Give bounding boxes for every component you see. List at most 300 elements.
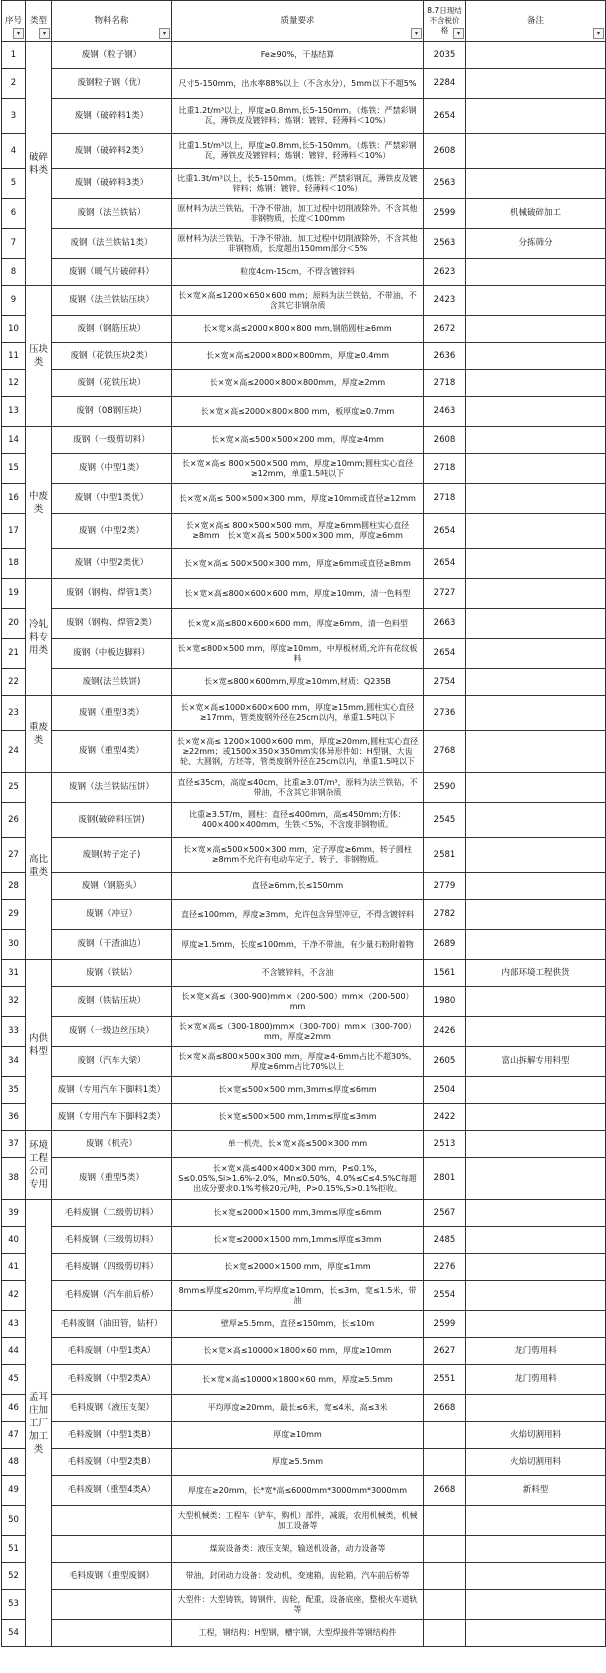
row-number: 15 [2,454,26,484]
quality-requirement: 不含镀锌料，不含油 [172,960,424,987]
row-number: 53 [2,1590,26,1620]
quality-requirement: 粒度4cm-15cm，不得含镀锌料 [172,259,424,286]
table-row [2,1338,606,1365]
quality-requirement: 原材料为法兰铁钻，干净不带油，加工过程中切削液除外。不含其他非钢物质，长度＜100mm [172,199,424,229]
note-cell: 龙门剪用料 [466,1338,606,1365]
row-number: 38 [2,1158,26,1200]
note-cell [466,259,606,286]
table-row [2,397,606,427]
quality-requirement: 直径≤100mm，厚度≥3mm，允许包含异型冲豆，不得含镀锌料 [172,900,424,930]
row-number: 19 [2,579,26,609]
price-cell: 2504 [424,1077,466,1104]
quality-requirement: 工程，钢结构：H型钢，槽字钢，大型焊接件等钢结构件 [172,1620,424,1647]
filter-dropdown-icon[interactable]: ▾ [453,28,464,39]
quality-requirement: 长×宽×高≤ 500×500×300 mm，厚度≥10mm或直径≥12mm [172,484,424,514]
material-name [52,1620,172,1647]
material-name: 废钢（破碎料3类） [52,169,172,199]
quality-requirement: 长×宽×高≤500×500×200 mm，厚度≥4mm [172,427,424,454]
filter-dropdown-icon[interactable]: ▾ [593,28,604,39]
row-number: 10 [2,316,26,343]
note-cell [466,1200,606,1227]
row-number: 42 [2,1281,26,1311]
table-row [2,69,606,99]
note-cell [466,514,606,549]
quality-requirement: 长×宽×高≤800×600×600 mm，厚度≥10mm，清一色料型 [172,579,424,609]
price-cell: 2718 [424,484,466,514]
header-price-label: 8.7日现结不含税价格 [427,6,462,35]
table-row [2,1449,606,1476]
note-cell [466,99,606,134]
note-cell [466,838,606,873]
price-table [1,0,606,1647]
category-cell: 压块类 [26,286,52,427]
filter-dropdown-icon[interactable]: ▾ [159,28,170,39]
price-cell [424,1422,466,1449]
table-row [2,1311,606,1338]
table-row [2,1158,606,1200]
quality-requirement: 长×宽×高≤1200×650×600 mm；原料为法兰铁钻，不带油，不含其它非钢杂质 [172,286,424,316]
category-cell: 冷轧料专用类 [26,579,52,696]
note-cell: 新料型 [466,1476,606,1506]
quality-requirement: 比重1.2t/m³以上，厚度≥0.8mm,长5-150mm。（炼铁：严禁彩钢瓦，薄铁皮及镀锌料；炼钢：镀锌、轻薄料＜10%） [172,99,424,134]
material-name: 废钢（法兰铁钻） [52,199,172,229]
note-cell [466,343,606,370]
note-cell [466,454,606,484]
quality-requirement: 长×宽×高≤ 800×500×500 mm，厚度≥6mm圆柱实心直径≥8mm 长×宽×高≤ 500×500×300 mm，厚度≥6mm [172,514,424,549]
quality-requirement: 长×宽≤2000×1500 mm,3mm≤厚度≤6mm [172,1200,424,1227]
price-cell [424,1620,466,1647]
header-note[interactable] [466,1,606,42]
header-req-label: 质量要求 [280,15,315,26]
note-cell [466,987,606,1017]
table-row [2,229,606,259]
quality-requirement: 长×宽×高≤ 500×500×300 mm，厚度≥6mm或直径≥8mm [172,549,424,579]
note-cell: 火焰切割用料 [466,1449,606,1476]
category-cell: 孟耳庄加工厂加工类 [26,1200,52,1647]
material-name: 废钢（铁钻） [52,960,172,987]
note-cell [466,773,606,803]
price-cell: 2563 [424,169,466,199]
note-cell [466,427,606,454]
price-cell: 2636 [424,343,466,370]
row-number: 21 [2,639,26,669]
table-row [2,134,606,169]
material-name: 毛料废钢（二级剪切料） [52,1200,172,1227]
price-cell: 2736 [424,696,466,731]
row-number: 18 [2,549,26,579]
table-row [2,900,606,930]
quality-requirement: 长×宽×高≤（300-1800)mm×（300-700）mm×（300-700）mm，厚度≥2mm [172,1017,424,1047]
table-row [2,1395,606,1422]
material-name: 废钢（机壳） [52,1131,172,1158]
price-cell: 2599 [424,1311,466,1338]
category-cell: 高比重类 [26,773,52,960]
table-row [2,316,606,343]
table-row [2,454,606,484]
quality-requirement: 煤炭设备类：液压支架，输送机设备，动力设备等 [172,1536,424,1563]
quality-requirement: 比重1.3t/m³以上，长5-150mm。（炼铁：严禁彩钢瓦，薄铁皮及镀锌料；炼钢：镀锌、轻薄料＜10%） [172,169,424,199]
quality-requirement: 长×宽×高≤500×500×300 mm，定子厚度≥6mm，转子圆柱≥8mm不允许有电动车定子、转子、非钢物质。 [172,838,424,873]
row-number: 31 [2,960,26,987]
header-cat-label: 类型 [29,15,47,26]
price-cell: 2554 [424,1281,466,1311]
price-cell: 2654 [424,99,466,134]
price-cell: 2689 [424,930,466,960]
quality-requirement: 长×宽×高≤（300-900)mm×（200-500）mm×（200-500）mm [172,987,424,1017]
quality-requirement: 长×宽×高≤800×600×600 mm，厚度≥6mm，清一色料型 [172,609,424,639]
table-row [2,639,606,669]
row-number: 36 [2,1104,26,1131]
quality-requirement: 厚度≥1.5mm，长度≤100mm，干净不带油，有少量石粉附着物 [172,930,424,960]
note-cell [466,1590,606,1620]
note-cell [466,609,606,639]
price-cell: 2581 [424,838,466,873]
material-name: 废钢（暖气片破碎料） [52,259,172,286]
row-number: 52 [2,1563,26,1590]
price-cell: 2654 [424,514,466,549]
note-cell [466,639,606,669]
material-name: 废钢（法兰铁钻1类） [52,229,172,259]
category-cell: 破碎料类 [26,42,52,286]
row-number: 3 [2,99,26,134]
note-cell [466,873,606,900]
table-row [2,259,606,286]
note-cell [466,1017,606,1047]
note-cell [466,1311,606,1338]
price-cell: 2563 [424,229,466,259]
material-name: 废钢(破碎料压饼) [52,803,172,838]
table-row [2,484,606,514]
table-row [2,343,606,370]
quality-requirement: 长×宽×高≤ 1200×1000×600 mm，厚度≥20mm,圆柱实心直径≥22mm；或1500×350×350mm实体异形件如：H型钢、大齿轮、大圆钢，方坯等，管类废钢外径在25cm以内，单重1.5吨以下 [172,731,424,773]
table-row [2,286,606,316]
material-name: 废钢（冲豆） [52,900,172,930]
table-row [2,773,606,803]
material-name: 废钢（重型3类） [52,696,172,731]
table-row [2,960,606,987]
table-row [2,1047,606,1077]
table-row [2,1131,606,1158]
note-cell [466,134,606,169]
price-cell: 2654 [424,639,466,669]
material-name: 废钢（重型4类） [52,731,172,773]
note-cell [466,69,606,99]
note-cell [466,286,606,316]
note-cell [466,696,606,731]
header-no-label: 序号 [4,15,22,26]
material-name: 毛料废钢（重型4类A） [52,1476,172,1506]
price-cell: 2599 [424,199,466,229]
table-row [2,1476,606,1506]
row-number: 27 [2,838,26,873]
quality-requirement: 大型件：大型铸铁，铸钢件，齿轮，配重，设备底座，整根火车道轨等 [172,1590,424,1620]
quality-requirement: 直径≥6mm,长≤150mm [172,873,424,900]
price-cell: 2754 [424,669,466,696]
price-cell: 2627 [424,1338,466,1365]
quality-requirement: 尺寸5-150mm，出水率88%以上（不含水分），5mm以下不超5% [172,69,424,99]
price-cell: 2426 [424,1017,466,1047]
material-name: 废钢(法兰铁饼) [52,669,172,696]
material-name: 毛料废钢（汽车前后桥） [52,1281,172,1311]
material-name: 废钢（粒子钢） [52,42,172,69]
material-name: 废钢（汽车大梁） [52,1047,172,1077]
row-number: 2 [2,69,26,99]
price-cell: 2423 [424,286,466,316]
material-name [52,1536,172,1563]
category-cell: 环境工程公司专用 [26,1131,52,1200]
material-name: 毛料废钢（中型2类A） [52,1365,172,1395]
table-row [2,1620,606,1647]
row-number: 49 [2,1476,26,1506]
material-name: 废钢（重型5类） [52,1158,172,1200]
table-row [2,169,606,199]
note-cell [466,1158,606,1200]
note-cell: 机械破碎加工 [466,199,606,229]
table-row [2,1422,606,1449]
row-number: 51 [2,1536,26,1563]
table-row [2,199,606,229]
material-name: 废钢（中型1类优） [52,484,172,514]
material-name: 毛料废钢（四级剪切料） [52,1254,172,1281]
quality-requirement: 比重1.5t/m³以上，厚度≥0.8mm,长5-150mm。（炼铁：严禁彩钢瓦，薄铁皮及镀锌料；炼钢：镀锌、轻薄料＜10%） [172,134,424,169]
material-name: 废钢（法兰铁钻压饼） [52,773,172,803]
material-name: 废钢（中型2类） [52,514,172,549]
note-cell [466,579,606,609]
quality-requirement: 原材料为法兰铁钻，干净不带油，加工过程中切削液除外，不含其他非钢物质，长度超出150mm部分＜5% [172,229,424,259]
material-name: 毛料废钢（三级剪切料） [52,1227,172,1254]
row-number: 47 [2,1422,26,1449]
material-name: 废钢（中板边脚料） [52,639,172,669]
row-number: 12 [2,370,26,397]
table-row [2,669,606,696]
row-number: 45 [2,1365,26,1395]
table-body [2,42,606,1647]
quality-requirement: 带油，封闭动力设备：发动机，变速箱，齿轮箱，汽车前后桥等 [172,1563,424,1590]
price-cell: 2727 [424,579,466,609]
note-cell [466,1077,606,1104]
price-cell [424,1449,466,1476]
price-cell: 2545 [424,803,466,838]
quality-requirement: 长×宽×高≤2000×800×800mm，厚度≥2mm [172,370,424,397]
price-cell: 1980 [424,987,466,1017]
header-req[interactable] [172,1,424,42]
table-row [2,1077,606,1104]
row-number: 39 [2,1200,26,1227]
row-number: 35 [2,1077,26,1104]
note-cell: 内部环境工程供货 [466,960,606,987]
row-number: 16 [2,484,26,514]
material-name [52,1590,172,1620]
quality-requirement: 长×宽×高≤400×400×300 mm，P≤0.1%，S≤0.05%,Si>1.6%-2.0%，Mn≤0.50%，4.0%≤C≤4.5%C每超出成分要求0.1%考核20元/吨，P>0.15%,S>0.1%拒收。 [172,1158,424,1200]
price-cell: 2551 [424,1365,466,1395]
note-cell [466,484,606,514]
row-number: 43 [2,1311,26,1338]
row-number: 25 [2,773,26,803]
row-number: 30 [2,930,26,960]
row-number: 5 [2,169,26,199]
quality-requirement: 长×宽≤2000×1500 mm,1mm≤厚度≤3mm [172,1227,424,1254]
filter-dropdown-icon[interactable]: ▾ [13,28,24,39]
header-name[interactable] [52,1,172,42]
note-cell [466,1563,606,1590]
note-cell [466,1104,606,1131]
price-cell: 2608 [424,134,466,169]
table-row [2,609,606,639]
note-cell [466,1536,606,1563]
price-cell: 2668 [424,1395,466,1422]
row-number: 54 [2,1620,26,1647]
row-number: 28 [2,873,26,900]
table-row [2,873,606,900]
table-row [2,731,606,773]
row-number: 8 [2,259,26,286]
quality-requirement: 长×宽×高≤800×500×300 mm，厚度≥4-6mm占比不超30%，厚度≥6mm占比70%以上 [172,1047,424,1077]
header-price[interactable] [424,1,466,42]
material-name: 废钢（花铁压块） [52,370,172,397]
table-row [2,370,606,397]
quality-requirement: 长×宽×高≤10000×1800×60 mm，厚度≥10mm [172,1338,424,1365]
table-row [2,1506,606,1536]
header-cat[interactable] [26,1,52,42]
table-row [2,42,606,69]
price-cell: 2608 [424,427,466,454]
price-cell: 2623 [424,259,466,286]
price-cell: 2668 [424,1476,466,1506]
material-name: 毛料废钢（中型2类B） [52,1449,172,1476]
material-name: 废钢（破碎料2类） [52,134,172,169]
price-cell: 2801 [424,1158,466,1200]
material-name: 废钢（中型1类） [52,454,172,484]
price-cell: 1561 [424,960,466,987]
price-cell: 2672 [424,316,466,343]
table-row [2,1281,606,1311]
filter-dropdown-icon[interactable]: ▾ [39,28,50,39]
note-cell [466,1227,606,1254]
material-name: 废钢（法兰铁钻压块） [52,286,172,316]
row-number: 29 [2,900,26,930]
quality-requirement: 长×宽≤2000×1500 mm，厚度≤1mm [172,1254,424,1281]
row-number: 37 [2,1131,26,1158]
category-cell: 重废类 [26,696,52,773]
row-number: 40 [2,1227,26,1254]
material-name [52,1506,172,1536]
table-row [2,514,606,549]
header-row [2,1,606,42]
note-cell [466,316,606,343]
table-row [2,1563,606,1590]
table-row [2,1590,606,1620]
quality-requirement: 长×宽≤500×500 mm,1mm≤厚度≤3mm [172,1104,424,1131]
price-cell: 2605 [424,1047,466,1077]
category-cell: 中废类 [26,427,52,579]
price-cell [424,1590,466,1620]
price-cell: 2782 [424,900,466,930]
row-number: 6 [2,199,26,229]
note-cell [466,1131,606,1158]
price-cell: 2276 [424,1254,466,1281]
material-name: 废钢（干渣油边） [52,930,172,960]
quality-requirement: 平均厚度≥20mm，最长≤6米，宽≤4米，高≤3米 [172,1395,424,1422]
table-row [2,549,606,579]
filter-dropdown-icon[interactable]: ▾ [411,28,422,39]
quality-requirement: 8mm≤厚度≤20mm,平均厚度≥10mm，长≤3m，宽≤1.5米，带油 [172,1281,424,1311]
price-cell: 2513 [424,1131,466,1158]
header-no[interactable] [2,1,26,42]
material-name: 废钢（钢构、焊管1类） [52,579,172,609]
material-name: 废钢（专用汽车下脚料2类） [52,1104,172,1131]
material-name: 废钢（一级剪切料） [52,427,172,454]
quality-requirement: 长×宽×高≤2000×800×800 mm,钢筋圆柱≥6mm [172,316,424,343]
table-row [2,1200,606,1227]
row-number: 48 [2,1449,26,1476]
note-cell [466,731,606,773]
note-cell: 富山拆解专用料型 [466,1047,606,1077]
category-cell: 内供料型 [26,960,52,1131]
material-name: 废钢（一级边丝压块） [52,1017,172,1047]
table-row [2,987,606,1017]
row-number: 26 [2,803,26,838]
row-number: 33 [2,1017,26,1047]
material-name: 废钢（破碎料1类） [52,99,172,134]
note-cell [466,669,606,696]
row-number: 11 [2,343,26,370]
row-number: 1 [2,42,26,69]
quality-requirement: 厚度≥5.5mm [172,1449,424,1476]
price-cell: 2035 [424,42,466,69]
quality-requirement: 长×宽×高≤ 800×500×500 mm，厚度≥10mm;圆柱实心直径≥12mm，单重1.5吨以下 [172,454,424,484]
table-row [2,427,606,454]
price-cell: 2284 [424,69,466,99]
row-number: 46 [2,1395,26,1422]
note-cell [466,549,606,579]
table-row [2,930,606,960]
note-cell [466,900,606,930]
price-cell: 2485 [424,1227,466,1254]
material-name: 废钢（专用汽车下脚料1类） [52,1077,172,1104]
material-name: 废钢（钢筋压块） [52,316,172,343]
price-cell: 2768 [424,731,466,773]
material-name: 废钢（铁钻压块） [52,987,172,1017]
price-cell: 2779 [424,873,466,900]
material-name: 废钢（08钢压块） [52,397,172,427]
quality-requirement: 大型机械类：工程车（铲车，购机）部件，减震，农用机械类，机械加工设备等 [172,1506,424,1536]
note-cell [466,397,606,427]
table-row [2,1536,606,1563]
note-cell [466,370,606,397]
note-cell [466,1395,606,1422]
material-name: 废钢（花铁压块2类） [52,343,172,370]
quality-requirement: 厚度≥10mm [172,1422,424,1449]
table-row [2,803,606,838]
price-cell: 2422 [424,1104,466,1131]
note-cell [466,42,606,69]
material-name: 废钢粒子钢（优） [52,69,172,99]
table-row [2,1017,606,1047]
header-name-label: 物料名称 [94,15,129,26]
quality-requirement: 单一机壳，长×宽×高≤500×300 mm [172,1131,424,1158]
note-cell [466,930,606,960]
row-number: 14 [2,427,26,454]
row-number: 17 [2,514,26,549]
price-cell: 2590 [424,773,466,803]
table-row [2,1227,606,1254]
note-cell [466,1506,606,1536]
quality-requirement: 壁厚≥5.5mm，直径≤150mm，长≤10m [172,1311,424,1338]
row-number: 13 [2,397,26,427]
material-name: 毛料废钢（中型1类A） [52,1338,172,1365]
row-number: 20 [2,609,26,639]
row-number: 32 [2,987,26,1017]
